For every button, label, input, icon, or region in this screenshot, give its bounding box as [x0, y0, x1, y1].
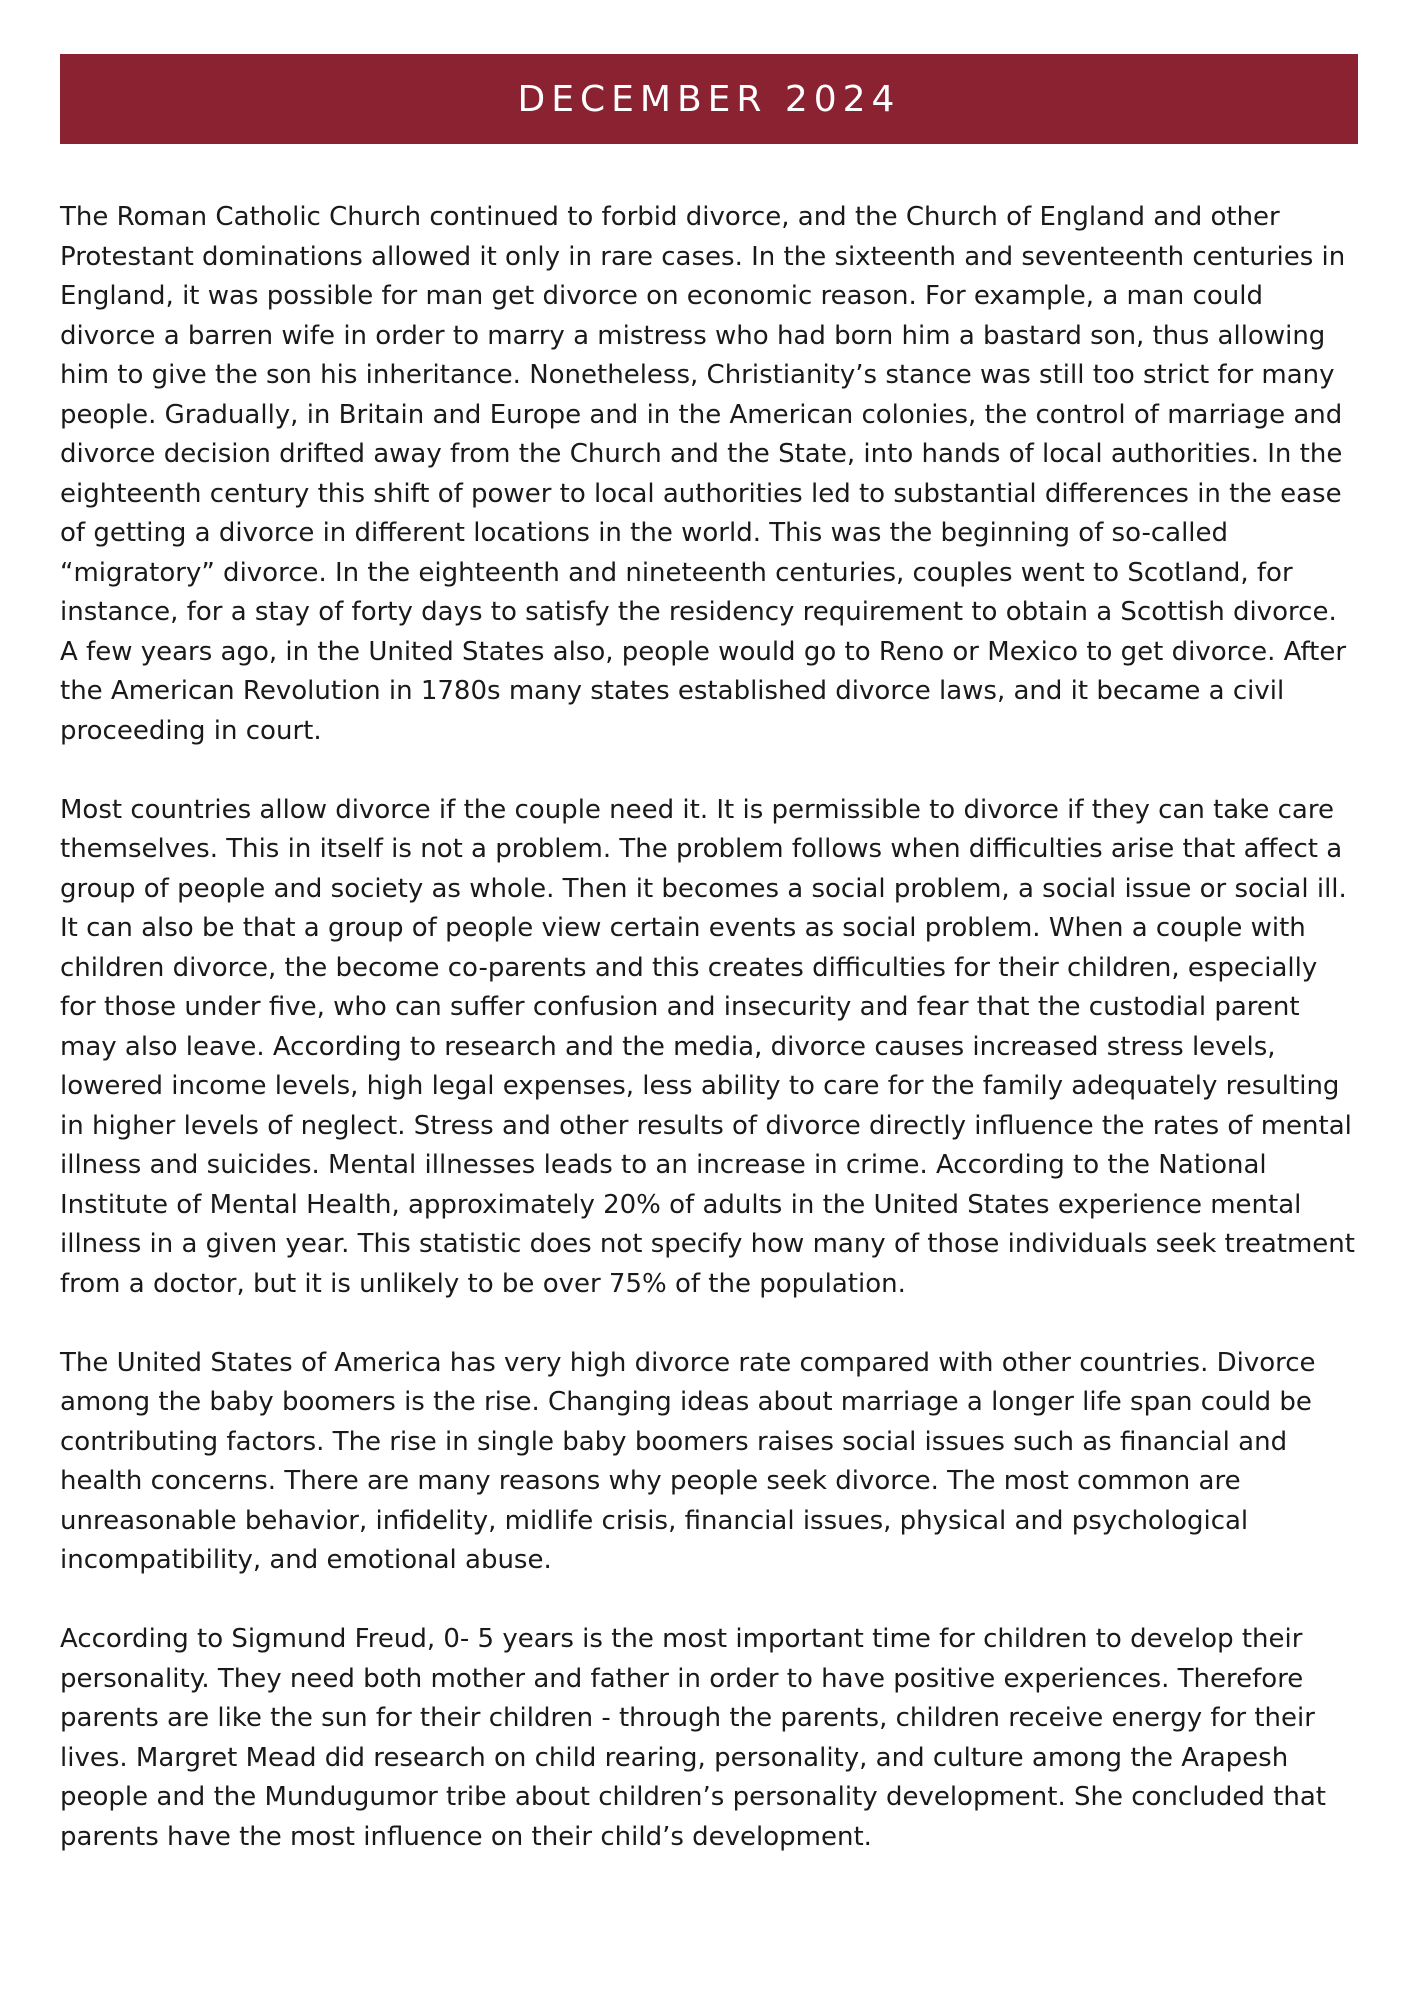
- header-banner: [60, 54, 1358, 144]
- paragraph-3: The United States of America has very high divorce rate compared with other countries. Divorce among the baby boomers is the rise. Changing ideas about marriage a longer life span could be contributing factors. The rise in single baby boomers raises social issues such as financial and health concerns. There are many reasons why people seek divorce. The most common are unreasonable behavior, infidelity, midlife crisis, financial issues, physical and psychological incompatibility, and emotional abuse.: [60, 1347, 1316, 1575]
- paragraph-2: Most countries allow divorce if the couple need it. It is permissible to divorce if they can take care themselves. This in itself is not a problem. The problem follows when difficulties arise that affect a group of people and society as whole. Then it becomes a social problem, a social issue or social ill. It can also be that a group of people view certain events as social problem. When a couple with children divorce, the become co-parents and this creates difficulties for their children, especially for those under five, who can suffer confusion and insecurity and fear that the custodial parent may also leave. According to research and the media, divorce causes increased stress levels, lowered income levels, high legal expenses, less ability to care for the family adequately resulting in higher levels of neglect. Stress and other results of divorce directly influence the rates of mental illness and suicides. Mental illnesses leads to an increase in crime. According to the National Institute of Mental Health, approximately 20% of adults in the United States experience mental illness in a given year. This statistic does not specify how many of those individuals seek treatment from a doctor, but it is unlikely to be over 75% of the population.: [60, 794, 1355, 1299]
- page-title: DECEMBER 2024: [517, 78, 901, 120]
- paragraph-1: The Roman Catholic Church continued to forbid divorce, and the Church of England and other Protestant dominations allowed it only in rare cases. In the sixteenth and seventeenth centuries in England, it was possible for man get divorce on economic reason. For example, a man could divorce a barren wife in order to marry a mistress who had born him a bastard son, thus allowing him to give the son his inheritance. Nonetheless, Christianity’s stance was still too strict for many people. Gradually, in Britain and Europe and in the American colonies, the control of marriage and divorce decision drifted away from the Church and the State, into hands of local authorities. In the eighteenth century this shift of power to local authorities led to substantial differences in the ease of getting a divorce in different locations in the world. This was the beginning of so-called “migratory” divorce. In the eighteenth and nineteenth centuries, couples went to Scotland, for instance, for a stay of forty days to satisfy the residency requirement to obtain a Scottish divorce. A few years ago, in the United States also, people would go to Reno or Mexico to get divorce. After the American Revolution in 1780s many states established divorce laws, and it became a civil proceeding in court.: [60, 202, 1347, 746]
- article-body: [60, 198, 1360, 1857]
- paragraph-4: According to Sigmund Freud, 0- 5 years is the most important time for children to develop their personality. They need both mother and father in order to have positive experiences. Therefore parents are like the sun for their children - through the parents, children receive energy for their lives. Margret Mead did research on child rearing, personality, and culture among the Arapesh people and the Mundugumor tribe about children’s personality development. She concluded that parents have the most influence on their child’s development.: [60, 1624, 1326, 1852]
